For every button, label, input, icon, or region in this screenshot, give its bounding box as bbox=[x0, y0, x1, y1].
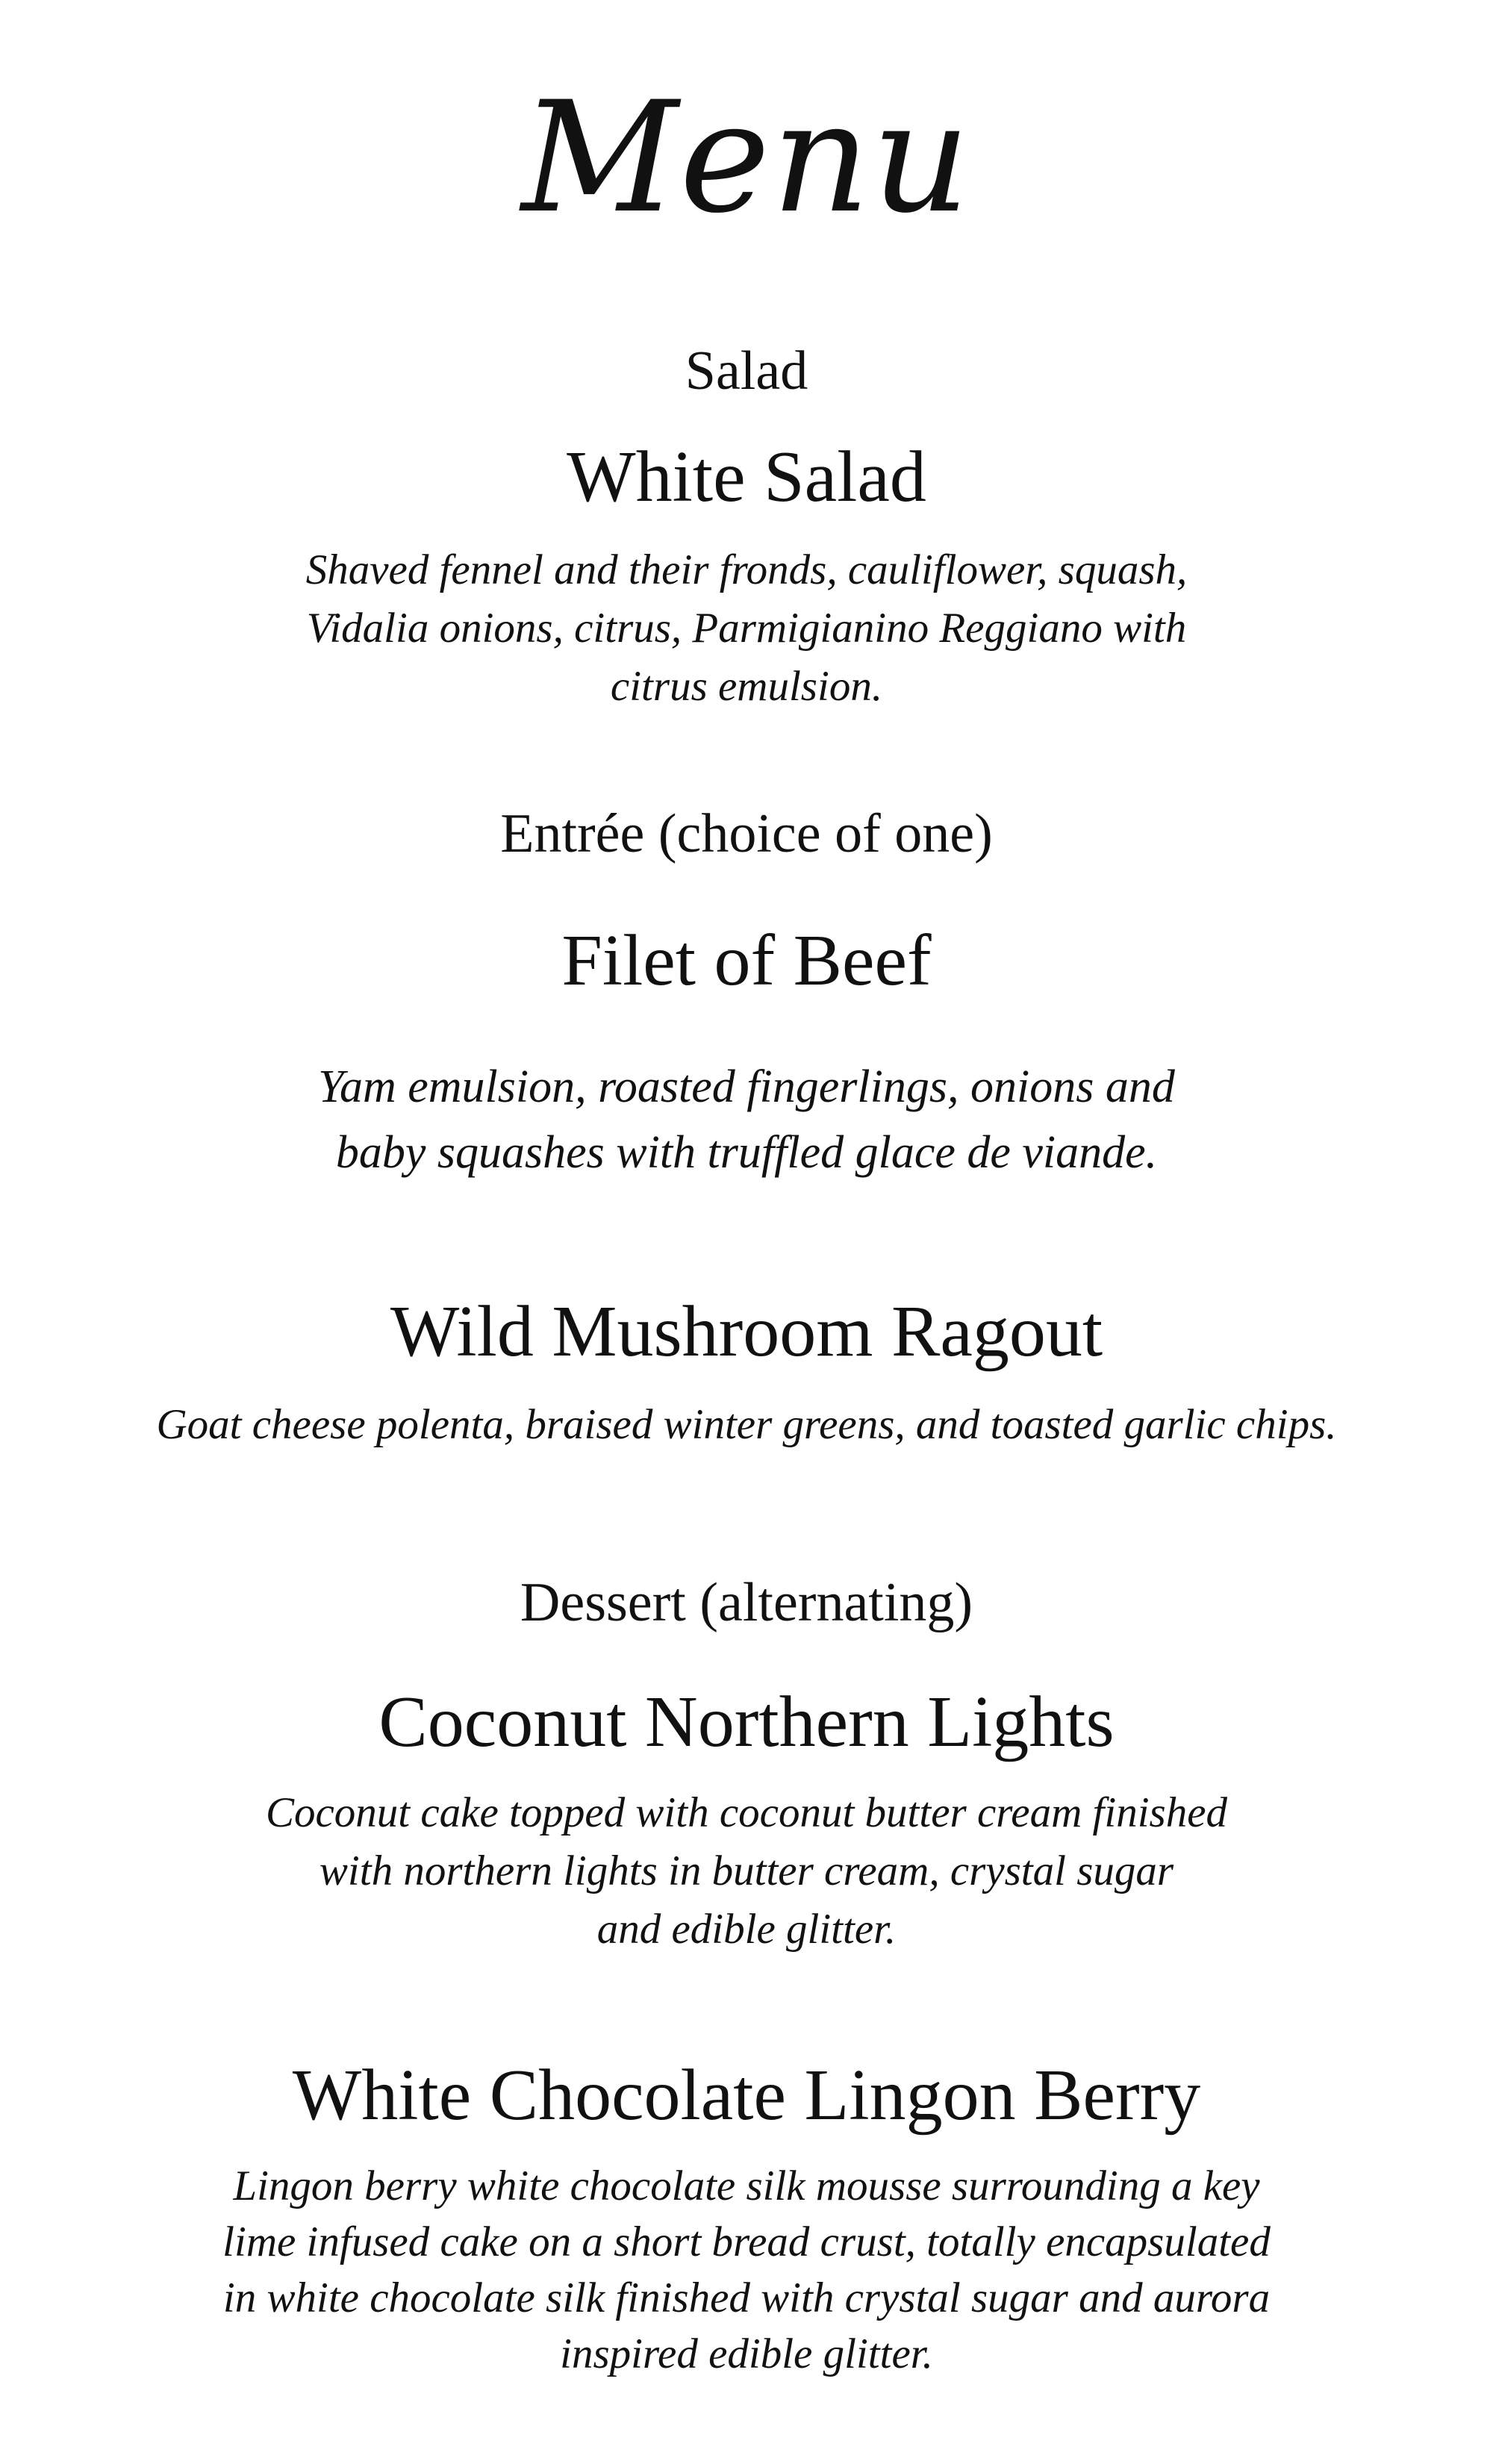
description-line: inspired edible glitter. bbox=[560, 2330, 933, 2377]
description-line: and edible glitter. bbox=[596, 1906, 897, 1953]
description-line: citrus emulsion. bbox=[610, 663, 883, 710]
dish-description-white-salad bbox=[0, 546, 1493, 710]
dish-name-white-chocolate-lingon-berry: White Chocolate Lingon Berry bbox=[292, 2055, 1201, 2136]
description-line: in white chocolate silk finished with crystal sugar and aurora bbox=[222, 2274, 1271, 2321]
dish-description-white-chocolate-lingon-berry bbox=[0, 2162, 1493, 2377]
dish-name-coconut-northern-lights: Coconut Northern Lights bbox=[378, 1682, 1115, 1762]
dish-name-filet-of-beef: Filet of Beef bbox=[561, 920, 932, 1001]
description-line: Yam emulsion, roasted fingerlings, onions and bbox=[318, 1061, 1175, 1112]
section-heading-salad: Salad bbox=[685, 340, 808, 402]
dish-description-filet-of-beef bbox=[0, 1061, 1493, 1178]
dish-description-coconut-northern-lights bbox=[0, 1789, 1493, 1953]
description-line: lime infused cake on a short bread crust, totally encapsulated bbox=[222, 2218, 1271, 2265]
dish-name-white-salad: White Salad bbox=[567, 437, 926, 517]
description-line: with northern lights in butter cream, crystal sugar bbox=[319, 1847, 1174, 1894]
description-line: Goat cheese polenta, braised winter greens, and toasted garlic chips. bbox=[156, 1401, 1337, 1448]
section-heading-entree: Entrée (choice of one) bbox=[500, 803, 993, 864]
dish-description-wild-mushroom-ragout bbox=[0, 1403, 1493, 1446]
description-line: Lingon berry white chocolate silk mousse surrounding a key bbox=[233, 2162, 1260, 2209]
menu-title: Menu bbox=[521, 69, 972, 247]
description-line: Shaved fennel and their fronds, cauliflower, squash, bbox=[305, 546, 1188, 593]
section-heading-dessert: Dessert (alternating) bbox=[520, 1572, 973, 1633]
description-line: baby squashes with truffled glace de viande. bbox=[335, 1127, 1158, 1178]
dish-name-wild-mushroom-ragout: Wild Mushroom Ragout bbox=[390, 1291, 1103, 1372]
description-line: Coconut cake topped with coconut butter cream finished bbox=[265, 1789, 1228, 1836]
description-line: Vidalia onions, citrus, Parmigianino Reggiano with bbox=[306, 605, 1187, 652]
